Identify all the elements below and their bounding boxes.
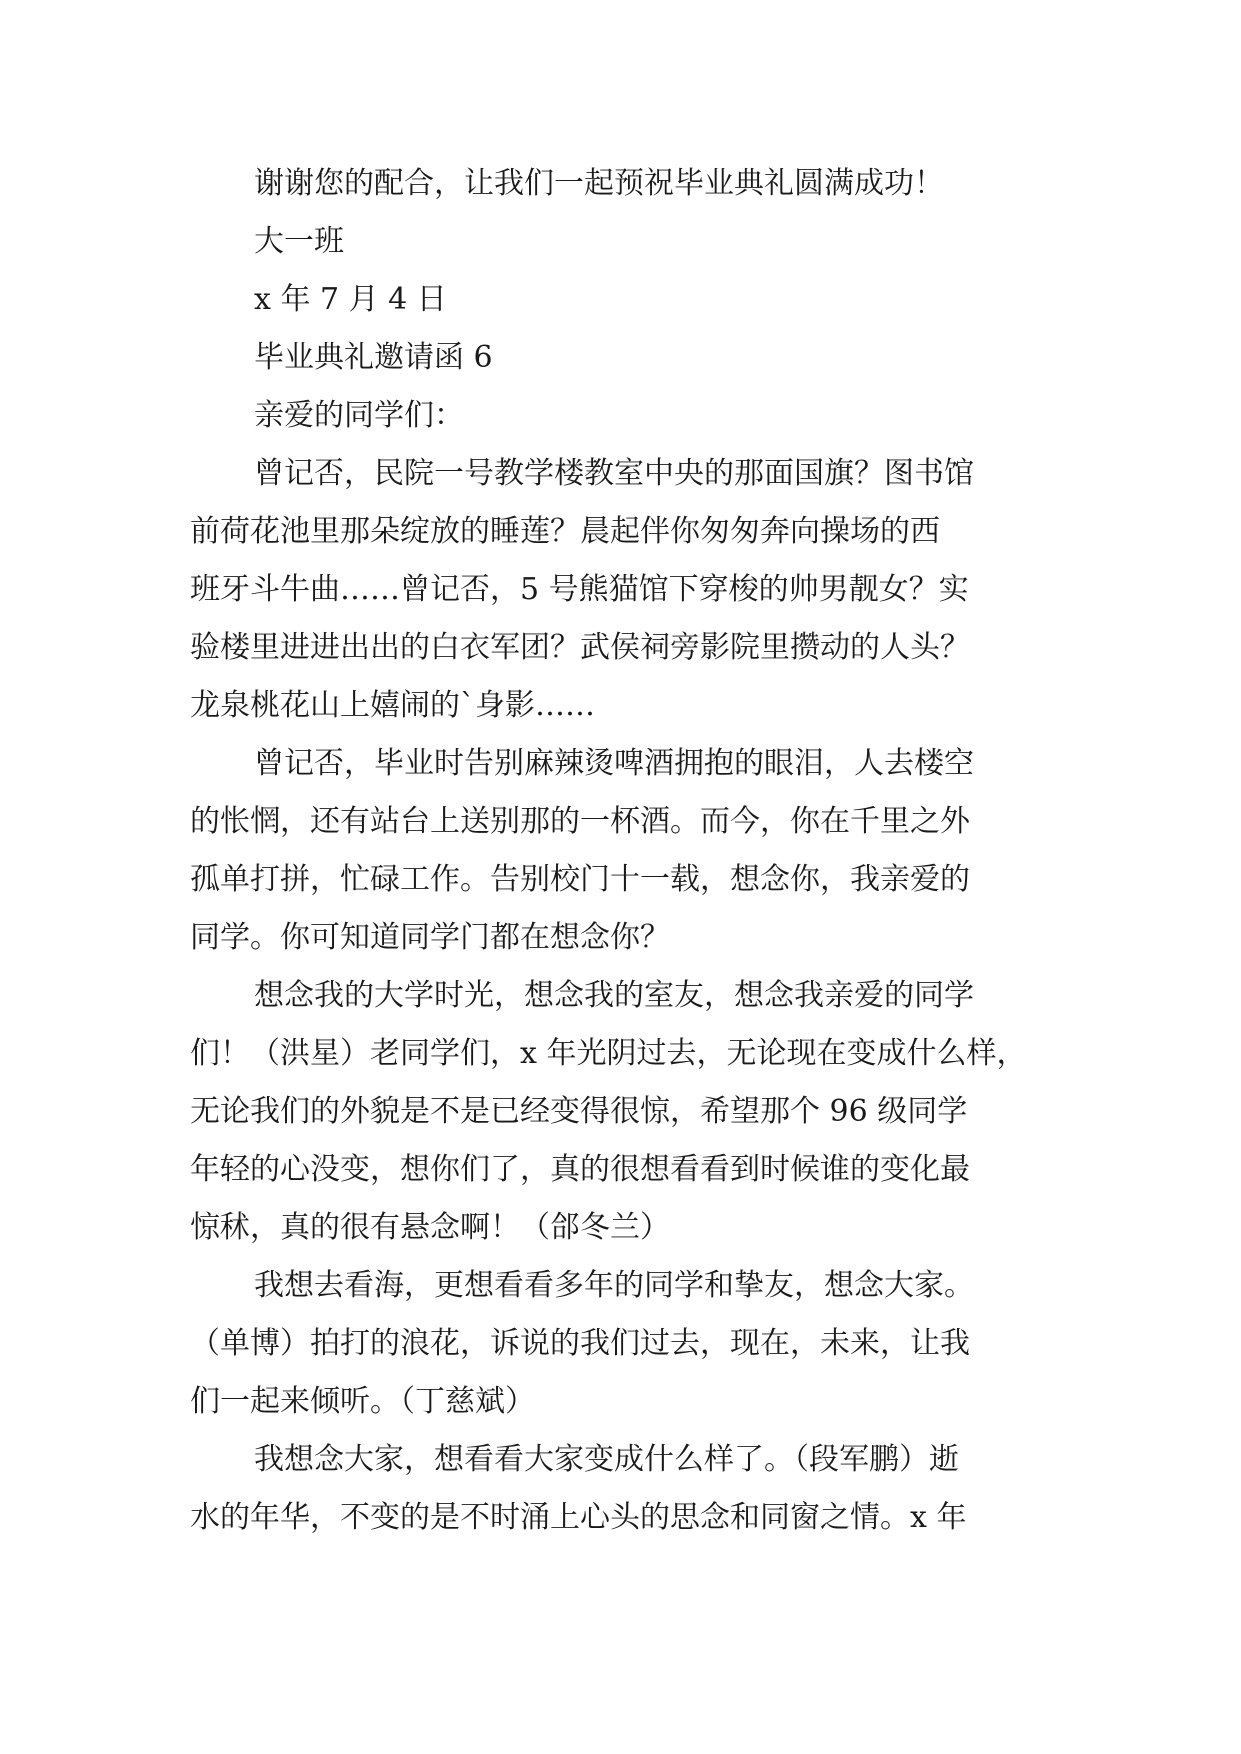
paragraph-line: （单博）拍打的浪花，诉说的我们过去，现在，未来，让我 xyxy=(190,1326,970,1361)
salutation: 亲爱的同学们： xyxy=(254,398,464,433)
paragraph-memories xyxy=(190,445,1075,735)
paragraph-line: 想念我的大学时光，想念我的室友，想念我亲爱的同学 xyxy=(254,978,974,1013)
paragraph-line: 龙泉桃花山上嬉闹的`身影…… xyxy=(190,688,595,723)
paragraph-sea xyxy=(190,1257,1075,1431)
paragraph-line: 水的年华，不变的是不时涌上心头的思念和同窗之情。x 年 xyxy=(190,1500,967,1535)
class-name: 大一班 xyxy=(254,224,344,259)
paragraph-line: 们一起来倾听。（丁慈斌） xyxy=(190,1384,535,1419)
paragraph-line: 们！（洪星）老同学们，x 年光阴过去，无论现在变成什么样， xyxy=(190,1036,1027,1071)
paragraph-line: 的怅惘，还有站台上送别那的一杯酒。而今，你在千里之外 xyxy=(190,804,970,839)
paragraph-missing-classmates xyxy=(190,967,1075,1257)
paragraph-line: 曾记否，毕业时告别麻辣烫啤酒拥抱的眼泪，人去楼空 xyxy=(254,746,974,781)
letter-title: 毕业典礼邀请函 6 xyxy=(254,340,493,375)
paragraph-line: 惊秫，真的很有悬念啊！（郃冬兰） xyxy=(190,1210,670,1245)
paragraph-line: 验楼里进进出出的白衣军团？武侯祠旁影院里攒动的人头？ xyxy=(190,630,970,665)
paragraph-line: 曾记否，民院一号教学楼教室中央的那面国旗？图书馆 xyxy=(254,456,974,491)
paragraph-miss-everyone xyxy=(190,1431,1075,1547)
paragraph-line: 无论我们的外貌是不是已经变得很惊，希望那个 96 级同学 xyxy=(190,1094,968,1129)
document-body xyxy=(190,155,1075,1547)
paragraph-line: 我想念大家，想看看大家变成什么样了。（段军鹏）逝 xyxy=(254,1442,959,1477)
paragraph-line: 班牙斗牛曲……曾记否，5 号熊猫馆下穿梭的帅男靓女？实 xyxy=(190,572,969,607)
thanks-line: 谢谢您的配合，让我们一起预祝毕业典礼圆满成功！ xyxy=(254,166,944,201)
paragraph-line: 我想去看海，更想看看多年的同学和挚友，想念大家。 xyxy=(254,1268,974,1303)
paragraph-line: 同学。你可知道同学门都在想念你？ xyxy=(190,920,670,955)
paragraph-line: 孤单打拼，忙碌工作。告别校门十一载，想念你，我亲爱的 xyxy=(190,862,970,897)
paragraph-line: 年轻的心没变，想你们了，真的很想看看到时候谁的变化最 xyxy=(190,1152,970,1187)
date-line: x 年 7 月 4 日 xyxy=(254,282,447,317)
paragraph-line: 前荷花池里那朵绽放的睡莲？晨起伴你匆匆奔向操场的西 xyxy=(190,514,940,549)
paragraph-farewell xyxy=(190,735,1075,967)
